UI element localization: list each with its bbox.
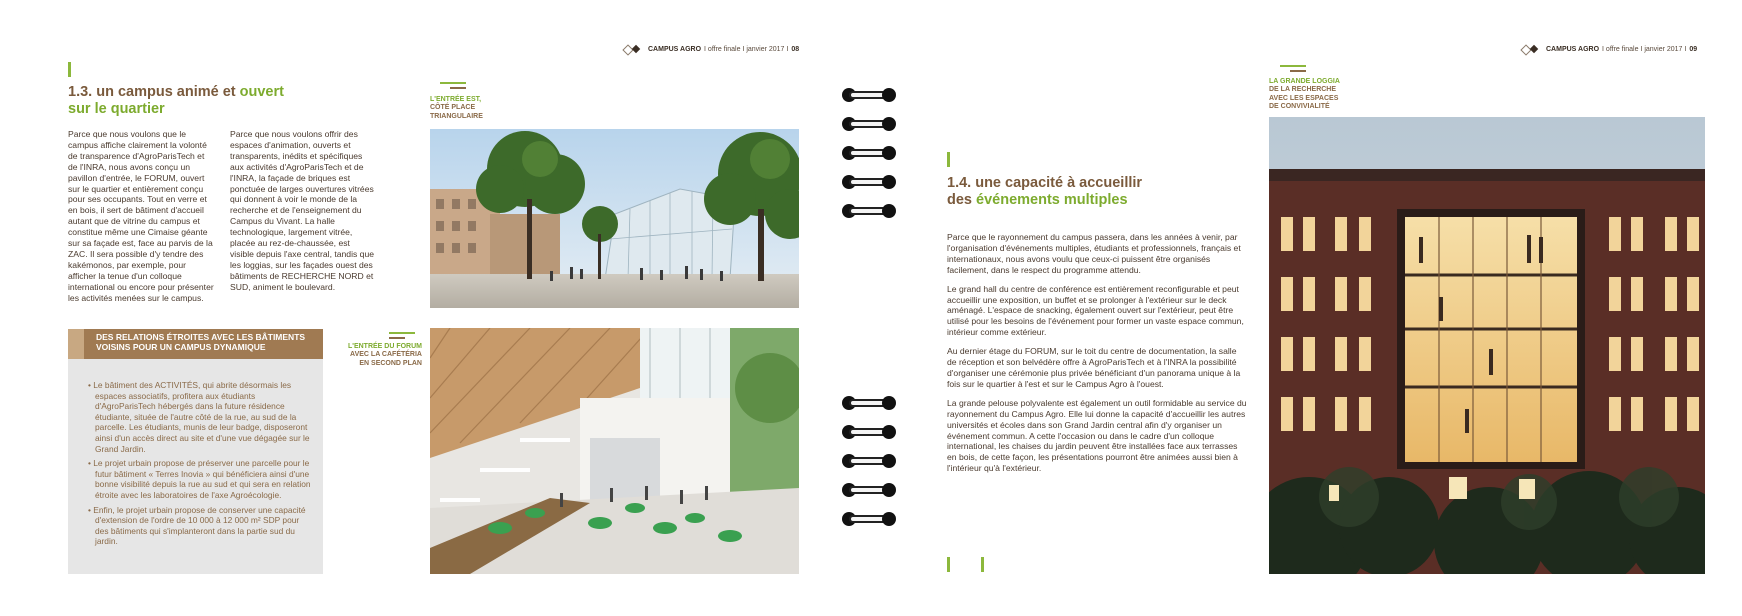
photo-caption-2: L'ENTRÉE DU FORUM AVEC LA CAFÉTÉRIA EN SECOND PLAN <box>348 343 422 367</box>
campus-logo-icon <box>622 45 642 54</box>
caption-marker <box>389 332 415 334</box>
info-box-bullets <box>88 380 313 551</box>
caption-marker <box>1290 70 1306 72</box>
photo-caption-1: L'ENTRÉE EST, CÔTÉ PLACE TRIANGULAIRE <box>430 96 483 120</box>
info-box <box>68 329 323 574</box>
paragraph: Parce que le rayonnement du campus passera, dans les années à venir, par l'organisation d'événements multiples, étudiants et professionnels, français et internationaux, nous avons voulu que ceux-ci puissent être organisés facilement, dans le respect du programme attendu. <box>947 232 1241 275</box>
photo-caption-3: LA GRANDE LOGGIA DE LA RECHERCHE AVEC LES ESPACES DE CONVIVIALITÉ <box>1269 78 1340 111</box>
info-box-heading: DES RELATIONS ÉTROITES AVEC LES BÂTIMENTS VOISINS POUR UN CAMPUS DYNAMIQUE <box>68 329 323 359</box>
caption-marker <box>440 82 466 84</box>
photo-forum-interior <box>430 328 799 574</box>
bullet-item: • Le projet urbain propose de préserver une parcelle pour le futur bâtiment « Terres Inovia » qui bénéficiera ainsi d'une bonne visibilité depuis la rue au sud et qui sera en relation étroite avec les laboratoires de l'axe Agroécologie. <box>88 458 313 500</box>
body-column-2: Parce que nous voulons offrir des espaces d'animation, ouverts et transparents, inédits et spécifiques aux activités d'AgroParisTech et de l'INRA, la façade de briques est ponctuée de larges ouvertures vitrées qui donnent à voir le monde de la recherche et de l'enseignement du Campus du Vivant. La halle technologique, largement vitrée, placée au rez-de-chaussée, est visible depuis l'axe central, tandis que les loggias, sur les façades ouest des bâtiments de RECHERCHE NORD et SUD, animent le boulevard. <box>230 129 374 292</box>
campus-logo-icon <box>1520 45 1540 54</box>
header-meta: I offre finale I janvier 2017 I <box>1602 46 1687 53</box>
section-marker <box>68 62 71 77</box>
page-number: 09 <box>1689 46 1698 53</box>
page-header-left <box>622 45 799 54</box>
header-brand: CAMPUS AGRO <box>648 46 702 53</box>
header-meta: I offre finale I janvier 2017 I <box>704 46 789 53</box>
paragraph: Le grand hall du centre de conférence est entièrement reconfigurable et peut accueillir une exposition, un buffet et se prolonger à l'extérieur sur le deck aménagé. L'espace de snacking, également ouvert sur l'extérieur, peut être utilisé pour les besoins de l'événement pour former un vaste espace commun, intérieur comme extérieur. <box>947 283 1244 338</box>
caption-marker <box>1280 65 1306 67</box>
body-text-right <box>947 232 1247 482</box>
paragraph: Au dernier étage du FORUM, sur le toit du centre de documentation, la salle de réception et son belvédère offre à AgroParisTech et à l'INRA la possibilité d'organiser une cérémonie plus privée bénéficiant d'un panorama unique à la fois sur le quartier à l'est et sur le Campus Agro à l'ouest. <box>947 346 1241 389</box>
header-brand: CAMPUS AGRO <box>1546 46 1600 53</box>
page-header-right <box>1520 45 1697 54</box>
spiral-binding-bottom <box>842 396 902 536</box>
spiral-binding-top <box>842 88 902 228</box>
bullet-item: • Le bâtiment des ACTIVITÉS, qui abrite désormais les espaces associatifs, profitera aux étudiants d'AgroParisTech hébergés dans la future résidence étudiante, située de l'autre côté de la rue, au sud de la parcelle. Les étudiants, munis de leur badge, disposeront ainsi d'un accès direct au site et d'une vue dégagée sur le Grand Jardin. <box>88 380 313 454</box>
section-marker <box>981 557 984 572</box>
page-number: 08 <box>791 46 800 53</box>
photo-east-entrance <box>430 129 799 308</box>
paragraph: La grande pelouse polyvalente est également un outil formidable au service du rayonnement du Campus Agro. Elle lui donne la capacité d'accueillir les autres universités et écoles dans son Grand Jardin central afin d'y organiser un événement commun. A cette l'occasion ou dans le cadre d'un colloque international, les chaises du jardin peuvent être installées face aux terrasses en bois, de cette façon, les présentations pourront être animées aussi bien à l'intérieur qu'à l'extérieur. <box>947 397 1247 474</box>
section-title-1-4: 1.4. une capacité à accueillir des événements multiples <box>947 175 1143 208</box>
section-title-1-3: 1.3. un campus animé et ouvert sur le quartier <box>68 84 284 117</box>
body-column-1: Parce que nous voulons que le campus affiche clairement la volonté de transparence d'AgroParisTech et de l'INRA, nous avons conçu un pavillon d'entrée, le FORUM, ouvert sur le quartier et entièrement conçu pour ses occupants. Tout en verre et en bois, il sert de bâtiment d'accueil autant que de vitrine du campus et constitue même une Cimaise géante sur sa façade est, face au parvis de la ZAC. Il sera possible d'y tendre des kakémonos, par exemple, pour afficher la tenue d'un colloque international ou encore pour présenter les activités menées sur le campus. <box>68 129 214 303</box>
caption-marker <box>450 87 466 89</box>
caption-marker <box>389 337 405 339</box>
photo-research-loggia <box>1269 117 1705 574</box>
section-marker <box>947 557 950 572</box>
section-marker <box>947 152 950 167</box>
bullet-item: • Enfin, le projet urbain propose de conserver une capacité d'extension de l'ordre de 10 000 à 12 000 m² SDP pour des bâtiments qui s'implanteront dans la partie sud du jardin. <box>88 505 313 547</box>
